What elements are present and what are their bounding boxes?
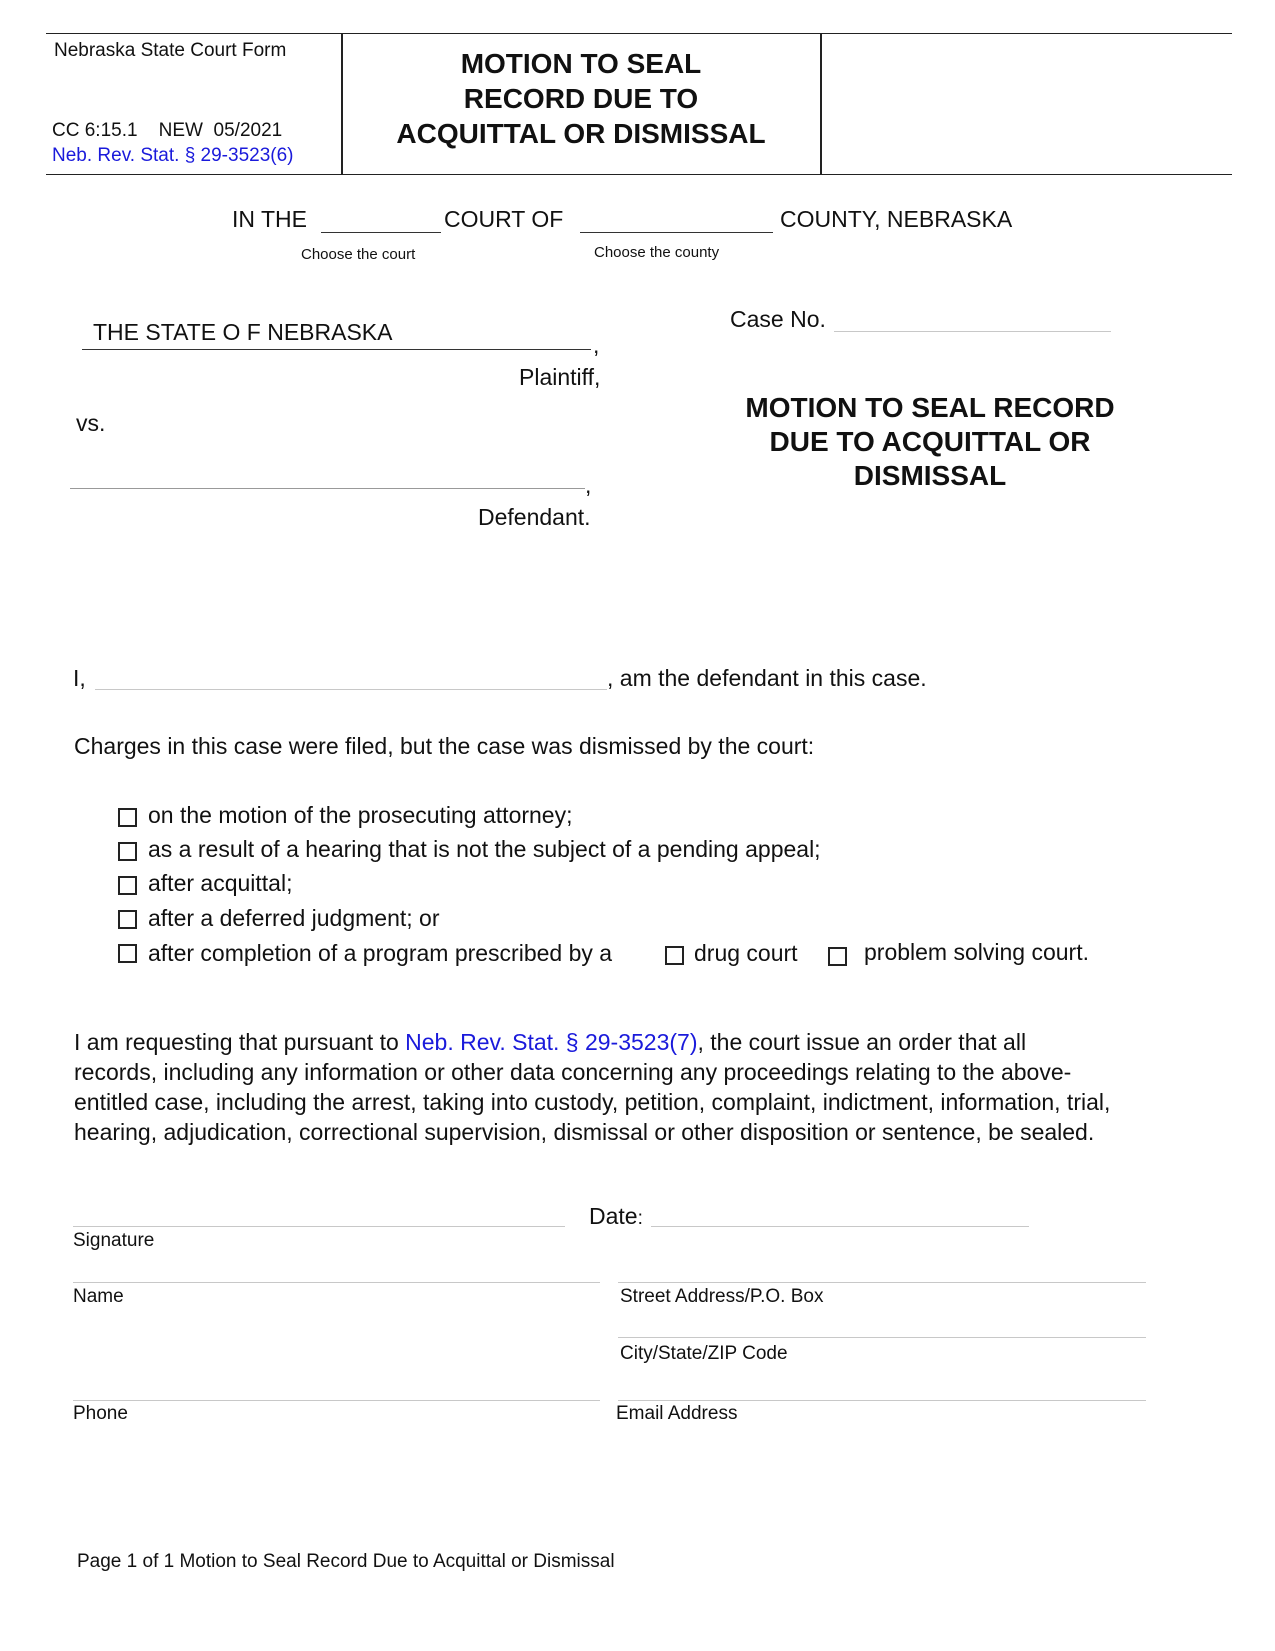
request-line-4: hearing, adjudication, correctional supervision, dismissal or other disposition or sentence, be sealed. bbox=[74, 1119, 1095, 1145]
header-top-rule bbox=[46, 33, 1232, 34]
defendant-self-name-field[interactable] bbox=[95, 689, 607, 690]
header-divider-right bbox=[820, 34, 822, 174]
date-label-text: Date bbox=[589, 1203, 638, 1229]
court-select[interactable] bbox=[321, 232, 441, 233]
form-title-line-2: RECORD DUE TO bbox=[463, 83, 699, 114]
request-paragraph bbox=[74, 1027, 1214, 1147]
defendant-comma: , bbox=[585, 472, 592, 498]
city-field[interactable] bbox=[618, 1337, 1146, 1338]
case-no-field[interactable] bbox=[834, 331, 1111, 332]
plaintiff-label: Plaintiff, bbox=[519, 364, 601, 390]
intro-prefix: I, bbox=[73, 665, 86, 691]
request-prefix: I am requesting that pursuant to bbox=[74, 1029, 406, 1055]
signature-field[interactable] bbox=[73, 1226, 565, 1227]
court-middle: COURT OF bbox=[444, 206, 564, 232]
checkbox-prosecuting-attorney[interactable] bbox=[118, 808, 137, 827]
form-title-line-3: ACQUITTAL OR DISMISSAL bbox=[396, 118, 766, 149]
motion-title-line-2: DUE TO ACQUITTAL OR bbox=[769, 426, 1091, 457]
plaintiff-line bbox=[82, 349, 591, 350]
option-hearing: as a result of a hearing that is not the subject of a pending appeal; bbox=[148, 836, 821, 862]
email-field[interactable] bbox=[618, 1400, 1146, 1401]
page-footer: Page 1 of 1 Motion to Seal Record Due to Acquittal or Dismissal bbox=[77, 1551, 615, 1572]
checkbox-hearing[interactable] bbox=[118, 842, 137, 861]
defendant-name-field[interactable] bbox=[70, 488, 585, 489]
motion-title-line-3: DISMISSAL bbox=[853, 460, 1007, 491]
street-field[interactable] bbox=[618, 1282, 1146, 1283]
signature-label: Signature bbox=[73, 1230, 155, 1251]
option-deferred-judgment: after a deferred judgment; or bbox=[148, 905, 440, 931]
form-number: CC 6:15.1 NEW 05/2021 bbox=[52, 120, 283, 141]
date-label bbox=[589, 1203, 643, 1230]
option-drug-court: drug court bbox=[694, 940, 798, 966]
request-line-1 bbox=[74, 1027, 1214, 1057]
checkbox-program-completion[interactable] bbox=[118, 944, 137, 963]
city-label: City/State/ZIP Code bbox=[620, 1343, 788, 1364]
street-label: Street Address/P.O. Box bbox=[620, 1286, 824, 1307]
checkbox-deferred-judgment[interactable] bbox=[118, 910, 137, 929]
defendant-label: Defendant. bbox=[478, 504, 591, 530]
date-field[interactable] bbox=[651, 1226, 1029, 1227]
option-problem-solving-court: problem solving court. bbox=[864, 939, 1089, 965]
request-line-2: records, including any information or other data concerning any proceedings relating to the above- bbox=[74, 1059, 1072, 1085]
option-prosecuting-attorney: on the motion of the prosecuting attorney; bbox=[148, 802, 573, 828]
charges-text: Charges in this case were filed, but the case was dismissed by the court: bbox=[74, 733, 815, 759]
option-acquittal: after acquittal; bbox=[148, 870, 293, 896]
court-suffix: COUNTY, NEBRASKA bbox=[780, 206, 1013, 232]
phone-label: Phone bbox=[73, 1403, 128, 1424]
name-label: Name bbox=[73, 1286, 124, 1307]
statute-link-body[interactable]: Neb. Rev. Stat. § 29-3523(7) bbox=[405, 1029, 698, 1055]
checkbox-acquittal[interactable] bbox=[118, 876, 137, 895]
county-select[interactable] bbox=[580, 232, 773, 233]
form-title bbox=[342, 46, 820, 151]
phone-field[interactable] bbox=[73, 1400, 600, 1401]
option-program-completion: after completion of a program prescribed by a bbox=[148, 940, 613, 966]
intro-suffix: , am the defendant in this case. bbox=[607, 665, 927, 691]
name-field[interactable] bbox=[73, 1282, 600, 1283]
email-label: Email Address bbox=[616, 1403, 738, 1424]
request-rest: , the court issue an order that all bbox=[697, 1029, 1027, 1055]
checkbox-drug-court[interactable] bbox=[665, 946, 684, 965]
checkbox-problem-solving-court[interactable] bbox=[828, 947, 847, 966]
form-title-line-1: MOTION TO SEAL bbox=[460, 48, 702, 79]
request-line-3: entitled case, including the arrest, taking into custody, petition, complaint, indictment, information, trial, bbox=[74, 1089, 1111, 1115]
plaintiff-name: THE STATE O F NEBRASKA bbox=[93, 319, 393, 345]
date-colon: : bbox=[637, 1208, 643, 1229]
motion-title-line-1: MOTION TO SEAL RECORD bbox=[745, 392, 1115, 423]
court-prefix: IN THE bbox=[232, 206, 307, 232]
court-hint: Choose the court bbox=[301, 246, 416, 263]
case-no-label: Case No. bbox=[730, 306, 826, 332]
motion-title bbox=[700, 391, 1160, 493]
header-bottom-rule bbox=[46, 174, 1232, 175]
form-source: Nebraska State Court Form bbox=[54, 40, 287, 61]
statute-link-header[interactable]: Neb. Rev. Stat. § 29-3523(6) bbox=[52, 145, 294, 166]
vs-label: vs. bbox=[76, 410, 106, 436]
county-hint: Choose the county bbox=[594, 244, 720, 261]
plaintiff-comma: , bbox=[593, 332, 600, 358]
